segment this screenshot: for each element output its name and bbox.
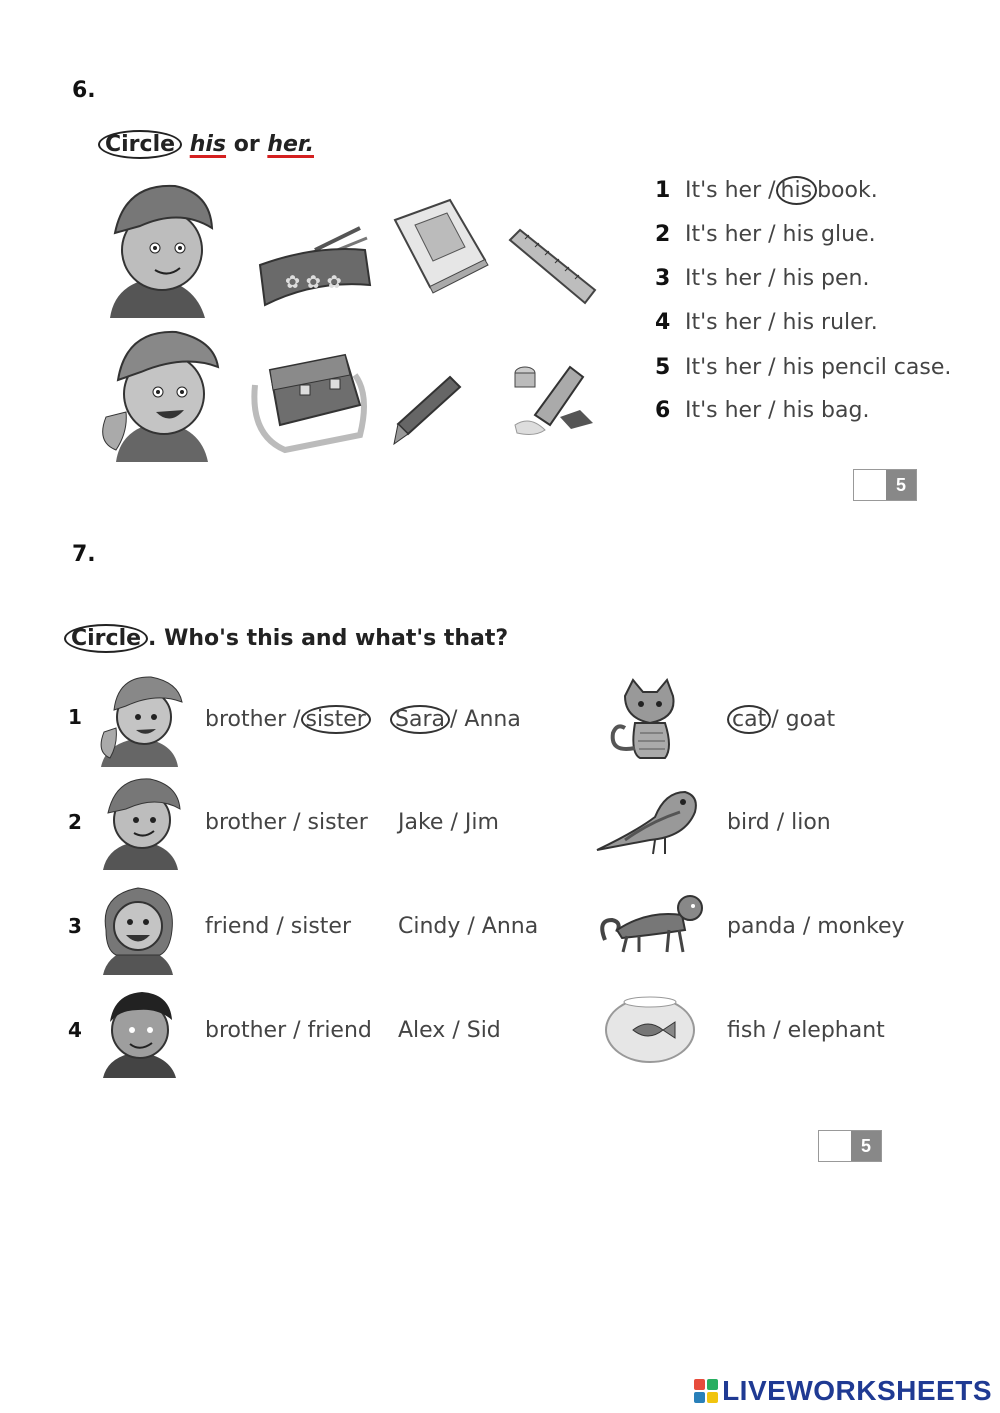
bird-illustration (595, 782, 705, 857)
sentence-item[interactable] (655, 355, 951, 380)
relation-choice[interactable]: friend / sister (205, 914, 351, 939)
circled-name[interactable]: Sara (390, 705, 450, 734)
name-choice[interactable]: Jake / Jim (398, 810, 499, 835)
sentence-item (655, 176, 878, 205)
row-number: 4 (68, 1018, 82, 1042)
jake-portrait (98, 775, 183, 870)
instruction-rest: . Who's this and what's that? (148, 626, 509, 651)
score-total: 5 (886, 470, 916, 500)
svg-text:✿ ✿ ✿: ✿ ✿ ✿ (285, 272, 342, 293)
section-7-instruction (64, 624, 508, 653)
name-choice[interactable]: Alex / Sid (398, 1018, 501, 1043)
section-7-number: 7. (72, 542, 96, 567)
instruction-his: his (189, 132, 227, 157)
score-total: 5 (851, 1131, 881, 1161)
sentence-text-post: book. (817, 178, 878, 203)
section-6-instruction (98, 130, 314, 159)
sentence-text: It's her / his pencil case. (685, 355, 952, 380)
row-number: 1 (68, 705, 82, 729)
sentence-number: 4 (655, 310, 671, 335)
boy-illustration (100, 178, 220, 318)
sentence-item[interactable] (655, 266, 870, 291)
animal-choice[interactable]: fish / elephant (727, 1018, 885, 1043)
glue-illustration (505, 355, 600, 440)
circled-answer[interactable]: his (776, 176, 818, 205)
sentence-item[interactable] (655, 222, 876, 247)
bag-illustration (245, 345, 375, 455)
circled-relation[interactable]: sister (301, 705, 371, 734)
section-6-score-box (853, 469, 917, 501)
relation-choice[interactable]: brother / sister (205, 810, 368, 835)
fishbowl-illustration (603, 990, 698, 1065)
sentence-text: It's her / his ruler. (685, 310, 878, 335)
name-choice[interactable]: Sara / Anna (390, 705, 521, 734)
sentence-number: 5 (655, 355, 671, 380)
instruction-or: or (233, 132, 260, 157)
sentence-text-pre: It's her / (685, 178, 776, 203)
book-illustration (385, 195, 495, 295)
sentence-item[interactable] (655, 398, 869, 423)
sentence-text: It's her / his bag. (685, 398, 870, 423)
pencil-case-illustration (255, 220, 375, 310)
instruction-circle-word: Circle (98, 130, 182, 159)
pen-illustration (390, 372, 465, 447)
row-number: 3 (68, 914, 82, 938)
alex-portrait (98, 986, 180, 1078)
sentence-number: 2 (655, 222, 671, 247)
instruction-her: her. (267, 132, 314, 157)
section-7-score-box (818, 1130, 882, 1162)
relation-choice[interactable]: brother / sister (205, 705, 371, 734)
row-number: 2 (68, 810, 82, 834)
girl-illustration (96, 322, 226, 462)
sara-portrait (96, 672, 186, 767)
sentence-text: It's her / his glue. (685, 222, 876, 247)
cat-illustration (605, 678, 695, 760)
animal-choice[interactable]: cat / goat (727, 705, 835, 734)
monkey-illustration (597, 890, 707, 955)
brand-name: LIVEWORKSHEETS (722, 1375, 992, 1406)
score-entry[interactable] (854, 470, 886, 500)
name-choice[interactable]: Cindy / Anna (398, 914, 539, 939)
section-6-number: 6. (72, 78, 96, 103)
circled-animal[interactable]: cat (727, 705, 771, 734)
cindy-portrait (98, 880, 178, 975)
sentence-number: 3 (655, 266, 671, 291)
animal-choice[interactable]: panda / monkey (727, 914, 905, 939)
brand-logo-icon (694, 1379, 718, 1403)
sentence-number: 6 (655, 398, 671, 423)
animal-choice[interactable]: bird / lion (727, 810, 831, 835)
sentence-item[interactable] (655, 310, 878, 335)
ruler-illustration (505, 225, 600, 310)
instruction-circle-word: Circle (64, 624, 148, 653)
relation-choice[interactable]: brother / friend (205, 1018, 372, 1043)
sentence-number: 1 (655, 178, 671, 203)
score-entry[interactable] (819, 1131, 851, 1161)
liveworksheets-logo (694, 1375, 992, 1407)
sentence-text: It's her / his pen. (685, 266, 870, 291)
